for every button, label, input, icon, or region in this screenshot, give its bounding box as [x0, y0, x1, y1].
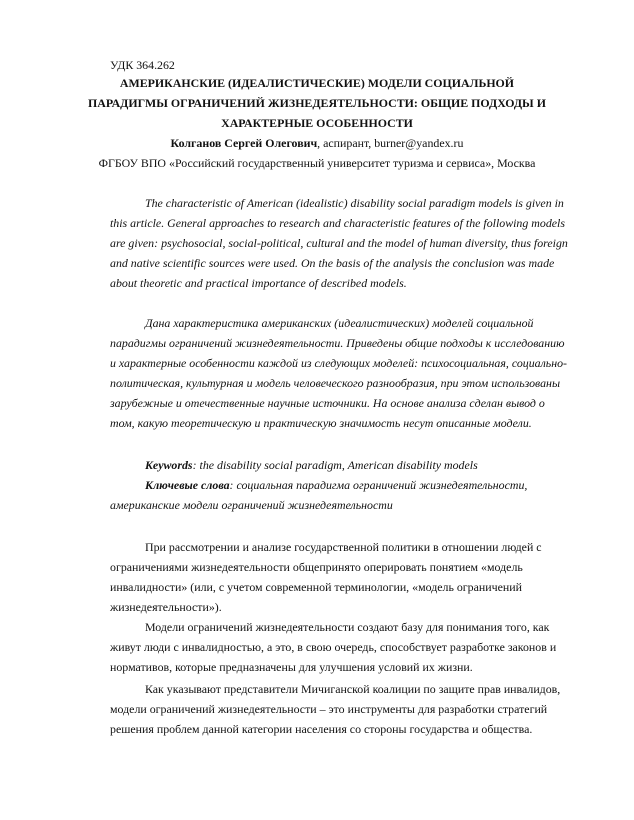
- affiliation: ФГБОУ ВПО «Российский государственный университет туризма и сервиса», Москва: [98, 156, 536, 170]
- keywords-en-label: Keywords: [145, 458, 193, 472]
- article-title-line-1: АМЕРИКАНСКИЕ (ИДЕАЛИСТИЧЕСКИЕ) МОДЕЛИ СОЦИАЛЬНОЙ: [119, 76, 515, 90]
- abstract-en-line: The characteristic of American (idealistic) disability social paradigm models is given in: [145, 196, 564, 210]
- body-line: модели ограничений жизнедеятельности – это инструменты для разработки стратегий: [110, 702, 548, 716]
- body-line: При рассмотрении и анализе государственной политики в отношении людей с: [145, 540, 542, 554]
- udk-code: УДК 364.262: [110, 58, 175, 72]
- body-line: Как указывают представители Мичиганской коалиции по защите прав инвалидов,: [145, 682, 561, 696]
- abstract-en-line: about theoretic and practical importance of described models.: [110, 276, 407, 290]
- body-line: инвалидности» (или, с учетом современной терминологии, «модель ограничений: [110, 580, 522, 594]
- body-line: Модели ограничений жизнедеятельности создают базу для понимания того, как: [145, 620, 550, 634]
- article-title-line-3: ХАРАКТЕРНЫЕ ОСОБЕННОСТИ: [221, 116, 413, 130]
- keywords-en-text: : the disability social paradigm, American disability models: [192, 458, 478, 472]
- body-line: жизнедеятельности»).: [110, 600, 222, 614]
- abstract-ru-line: и характерные особенности каждой из следующих моделей: психосоциальная, социально-: [110, 356, 568, 370]
- abstract-ru-line: Дана характеристика американских (идеалистических) моделей социальной: [145, 316, 534, 330]
- body-line: нормативов, которые предназначены для улучшения условий их жизни.: [110, 660, 473, 674]
- abstract-en-line: this article. General approaches to research and characteristic features of the following models: [110, 216, 565, 230]
- abstract-ru-line: зарубежные и отечественные научные источники. На основе анализа сделан вывод о: [110, 396, 545, 410]
- body-line: решения проблем данной категории населения со стороны государства и общества.: [110, 722, 533, 736]
- keywords-ru-continuation: американские модели ограничений жизнедеятельности: [110, 498, 393, 512]
- keywords-en: [145, 458, 478, 472]
- abstract-ru-line: политическая, культурная и модель человеческого разнообразия, при этом использованы: [110, 376, 561, 390]
- abstract-ru-line: том, какую теоретическую и практическую значимость несут описанные модели.: [110, 416, 532, 430]
- abstract-en-line: and native scientific sources were used. On the basis of the analysis the conclusion was made: [110, 256, 555, 270]
- keywords-ru: [145, 478, 527, 492]
- keywords-ru-text: : социальная парадигма ограничений жизнедеятельности,: [229, 478, 528, 492]
- author-details: , аспирант, burner@yandex.ru: [317, 136, 464, 150]
- author-line: [0, 136, 634, 150]
- keywords-ru-label: Ключевые слова: [145, 478, 230, 492]
- abstract-ru-line: парадигмы ограничений жизнедеятельности. Приведены общие подходы к исследованию: [110, 336, 565, 350]
- article-title-line-2: ПАРАДИГМЫ ОГРАНИЧЕНИЙ ЖИЗНЕДЕЯТЕЛЬНОСТИ: ОБЩИЕ ПОДХОДЫ И: [88, 96, 546, 110]
- body-line: ограничениями жизнедеятельности общепринято оперировать понятием «модель: [110, 560, 523, 574]
- author-name: Колганов Сергей Олегович: [170, 136, 318, 150]
- abstract-en-line: are given: psychosocial, social-political, cultural and the model of human diversity, thus foreign: [110, 236, 568, 250]
- body-line: живут люди с инвалидностью, а это, в свою очередь, способствует разработке законов и: [110, 640, 557, 654]
